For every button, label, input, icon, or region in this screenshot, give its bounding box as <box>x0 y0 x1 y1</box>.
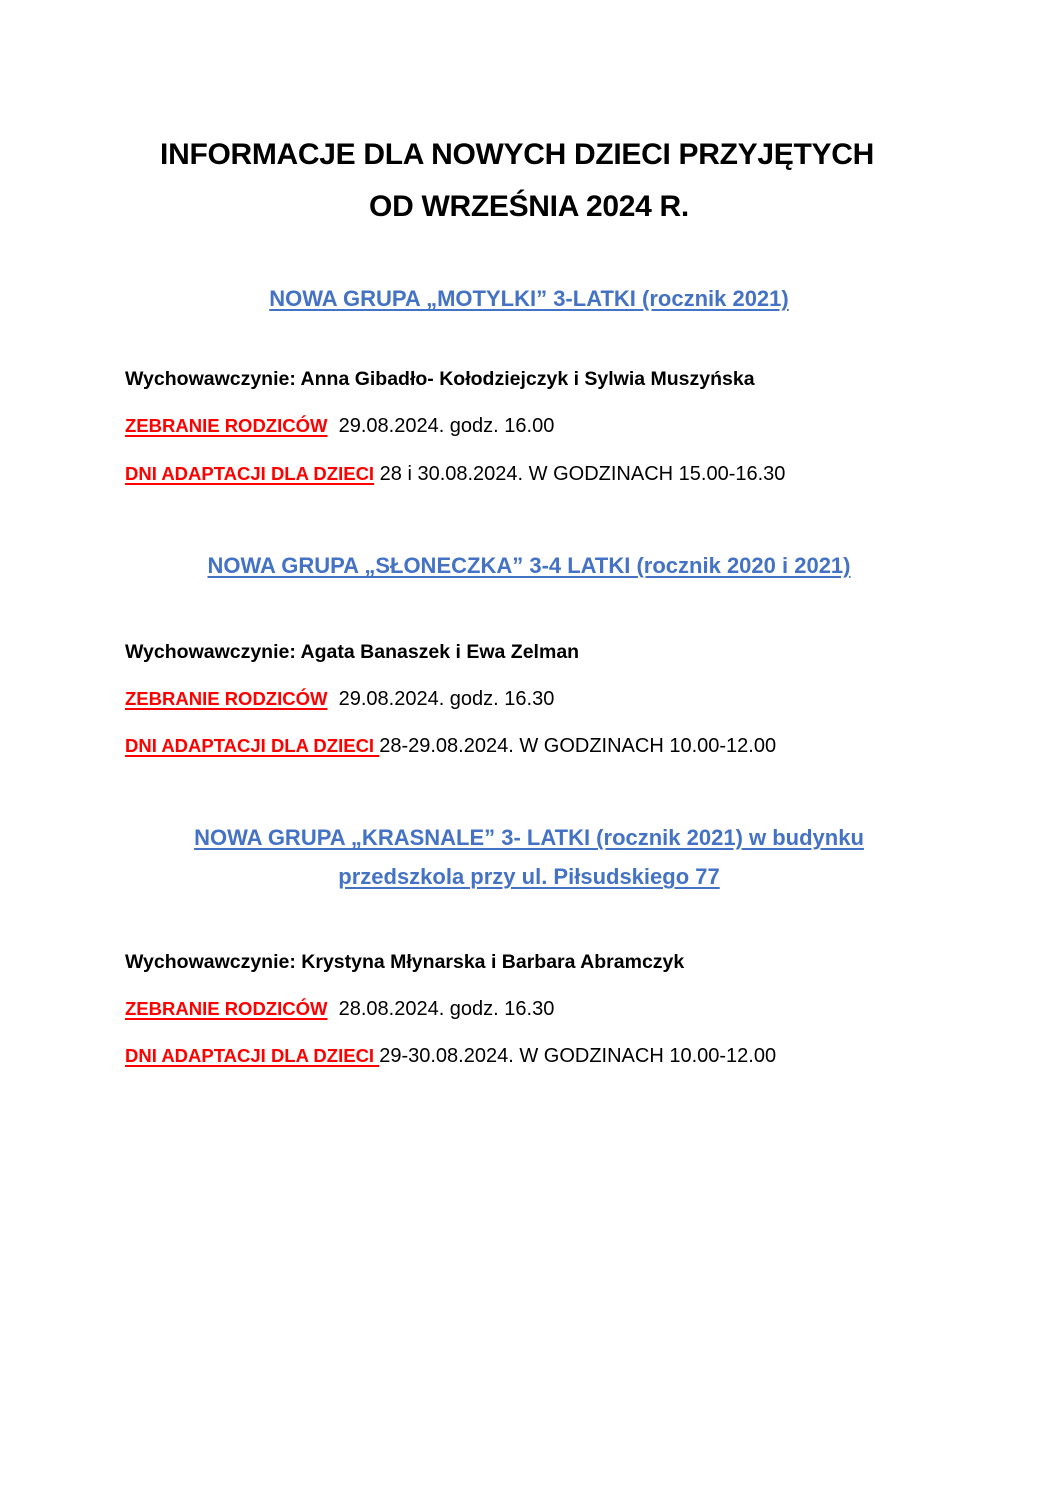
adaptation-days-row <box>125 1043 776 1069</box>
adaptation-days-row <box>125 461 785 487</box>
parents-meeting-info: 29.08.2024. godz. 16.30 <box>338 688 555 710</box>
parents-meeting-row <box>125 686 554 712</box>
group-heading: NOWA GRUPA „SŁONECZKA” 3-4 LATKI (rocznik 2020 i 2021) <box>207 553 851 578</box>
group-heading-line-2: przedszkola przy ul. Piłsudskiego 77 <box>338 864 720 889</box>
group-heading: NOWA GRUPA „MOTYLKI” 3-LATKI (rocznik 2021) <box>269 286 789 311</box>
adaptation-days-label: DNI ADAPTACJI DLA DZIECI <box>125 735 380 756</box>
adaptation-days-info: 28-29.08.2024. W GODZINACH 10.00-12.00 <box>379 735 777 757</box>
document-title-line-2: OD WRZEŚNIA 2024 R. <box>369 190 689 223</box>
adaptation-days-label: DNI ADAPTACJI DLA DZIECI <box>125 463 375 484</box>
group-heading-line-1: NOWA GRUPA „KRASNALE” 3- LATKI (rocznik 2021) w budynku <box>194 825 864 850</box>
adaptation-days-row <box>125 733 776 759</box>
group-teachers: Wychowawczynie: Anna Gibadło- Kołodziejczyk i Sylwia Muszyńska <box>125 368 755 390</box>
parents-meeting-info: 28.08.2024. godz. 16.30 <box>338 998 555 1020</box>
parents-meeting-row <box>125 413 554 439</box>
adaptation-days-label: DNI ADAPTACJI DLA DZIECI <box>125 1045 380 1066</box>
adaptation-days-info: 29-30.08.2024. W GODZINACH 10.00-12.00 <box>379 1045 777 1067</box>
parents-meeting-label: ZEBRANIE RODZICÓW <box>125 688 328 709</box>
parents-meeting-row <box>125 996 554 1022</box>
document-title-line-1: INFORMACJE DLA NOWYCH DZIECI PRZYJĘTYCH <box>160 138 874 171</box>
parents-meeting-info: 29.08.2024. godz. 16.00 <box>338 415 555 437</box>
parents-meeting-label: ZEBRANIE RODZICÓW <box>125 998 328 1019</box>
group-teachers: Wychowawczynie: Krystyna Młynarska i Barbara Abramczyk <box>125 951 685 973</box>
group-teachers: Wychowawczynie: Agata Banaszek i Ewa Zelman <box>125 641 580 663</box>
adaptation-days-info: 28 i 30.08.2024. W GODZINACH 15.00-16.30 <box>379 463 786 485</box>
parents-meeting-label: ZEBRANIE RODZICÓW <box>125 415 328 436</box>
